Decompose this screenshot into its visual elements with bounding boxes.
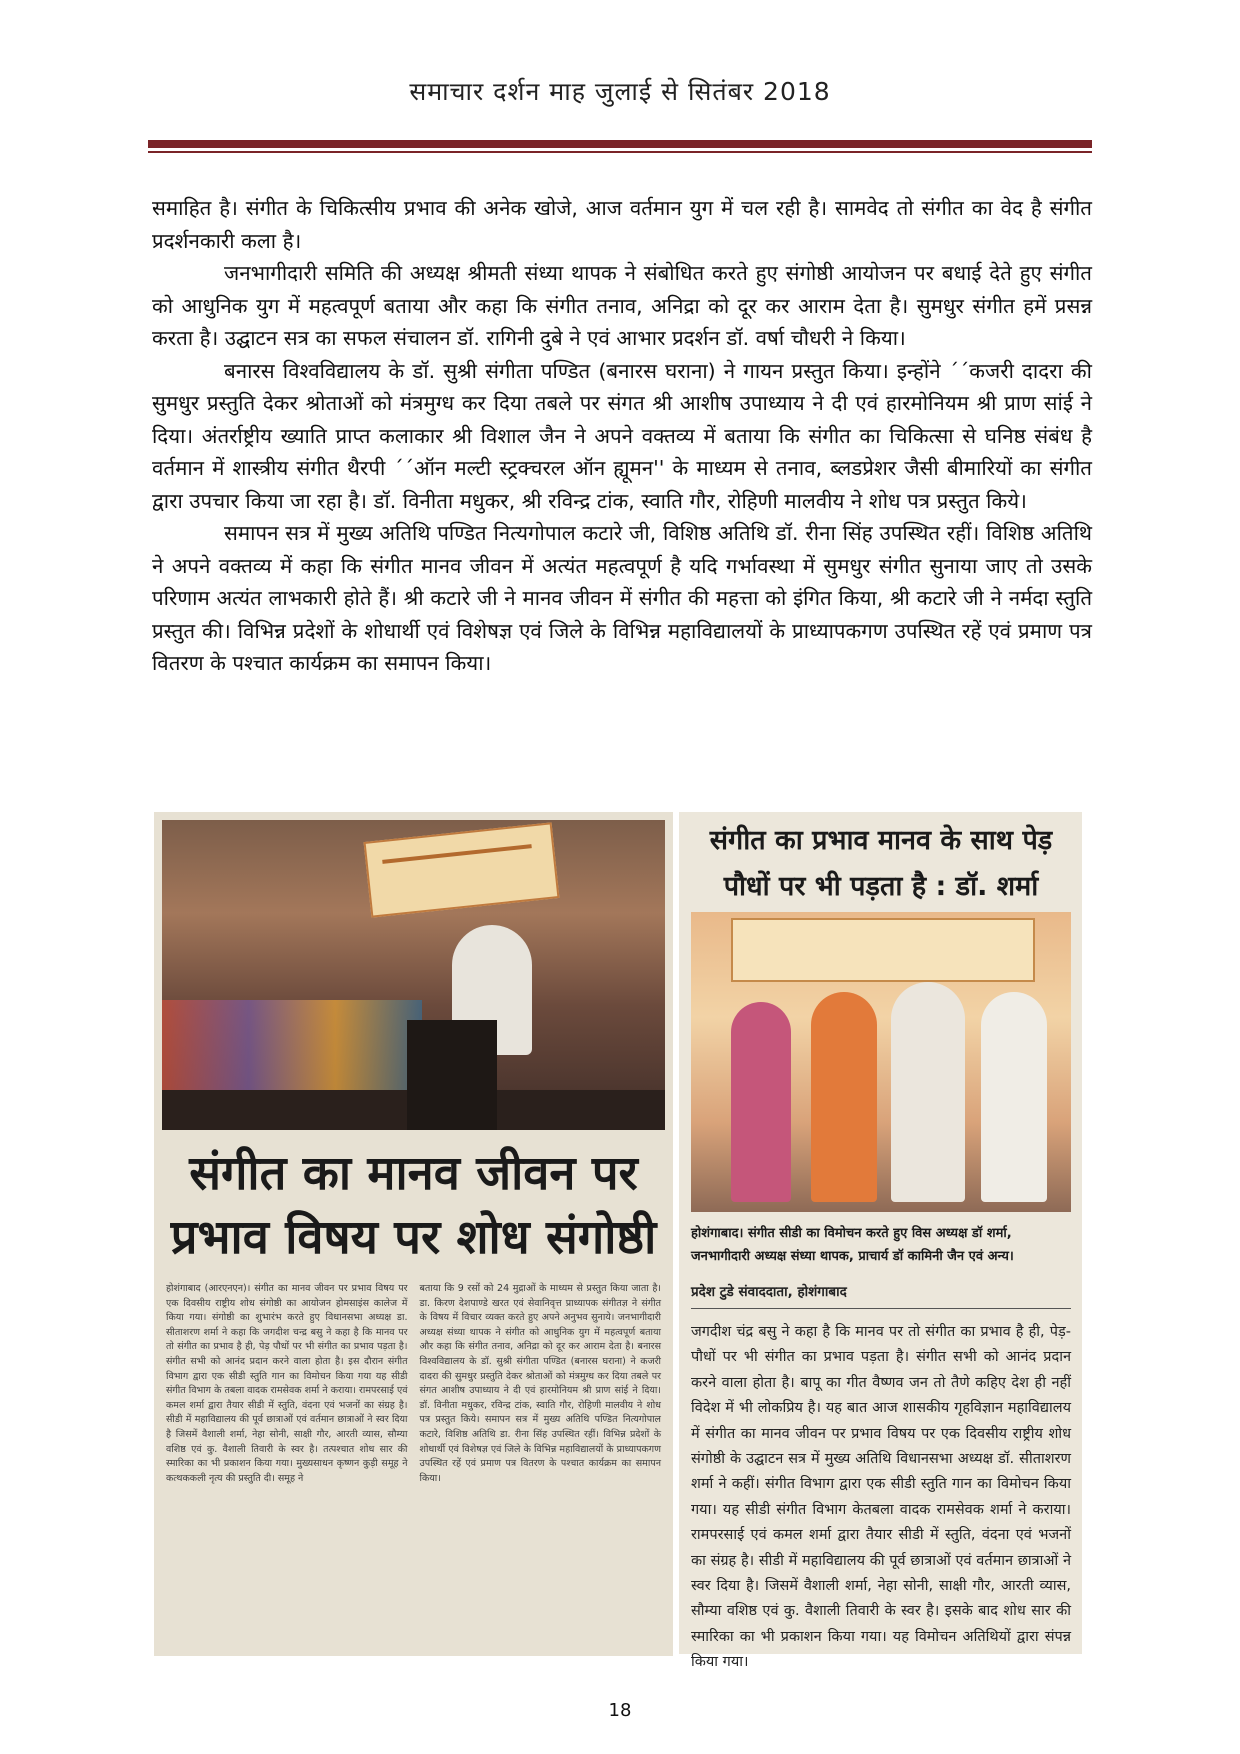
clipping-2-divider [691, 1308, 1071, 1309]
clipping-1-photo [162, 820, 665, 1130]
page-header-title: समाचार दर्शन माह जुलाई से सितंबर 2018 [409, 77, 831, 106]
person-figure [811, 992, 877, 1202]
clipping-1-columns [166, 1282, 661, 1642]
clipping-1-column-1: होशंगाबाद (आरएनएन)। संगीत का मानव जीवन पर प्रभाव विषय पर एक दिवसीय राष्ट्रीय शोध संगोष्ठी का आयोजन होमसाइंस कालेज में किया गया। संगोष्ठी का शुभारंभ करते हुए विधानसभा अध्यक्ष डा. सीताशरण शर्मा ने कहा कि जगदीश चन्द्र बसु ने कहा है कि मानव पर तो संगीत का प्रभाव है ही, पेड़ पौधों पर भी संगीत का प्रभाव पड़ता है। संगीत सभी को आनंद प्रदान करने वाला होता है। इस दौरान संगीत विभाग द्वारा एक सीडी स्तुति गान का विमोचन किया गया यह सीडी संगीत विभाग के तबला वादक रामसेवक शर्मा ने कराया। रामपरसाई एवं कमल शर्मा द्वारा तैयार सीडी में स्तुति, वंदना एवं भजनों का संग्रह है। सीडी में महाविद्यालय की पूर्व छात्राओं एवं वर्तमान छात्राओं ने स्वर दिया है जिसमें वैशाली शर्मा, नेहा सोनी, साक्षी गौर, आरती व्यास, सौम्या वशिष्ठ एवं कु. वैशाली तिवारी के स्वर है। तत्पश्चात शोध सार की स्मारिका का भी प्रकाशन किया गया। मुख्यसाधन कृष्णन कुड़ी समूह ने कत्थककली नृत्य की प्रस्तुति दी। समूह ने [166, 1283, 408, 1484]
clipping-2-byline: प्रदेश टुडे संवाददाता, होशंगाबाद [691, 1284, 847, 1300]
paragraph-2: जनभागीदारी समिति की अध्यक्ष श्रीमती संध्या थापक ने संबोधित करते हुए संगोष्ठी आयोजन पर बधाई देते हुए संगीत को आधुनिक युग में महत्वपूर्ण बताया और कहा कि संगीत तनाव, अनिद्रा को दूर कर आराम देता है। सुमधुर संगीत हमें प्रसन्न करता है। उद्घाटन सत्र का सफल संचालन डॉ. रागिनी दुबे ने एवं आभार प्रदर्शन डॉ. वर्षा चौधरी ने किया। [152, 261, 1092, 350]
header-rule-thin [148, 151, 1092, 153]
podium [407, 1020, 497, 1130]
clipping-2-headline: संगीत का प्रभाव मानव के साथ पेड़ पौधों पर भी पड़ता है : डॉ. शर्मा [709, 825, 1053, 902]
person-figure [731, 1002, 791, 1202]
paragraph-3: बनारस विश्वविद्यालय के डॉ. सुश्री संगीता पण्डित (बनारस घराना) ने गायन प्रस्तुत किया। इन्होंने ´´कजरी दादरा की सुमधुर प्रस्तुति देकर श्रोताओं को मंत्रमुग्ध कर दिया तबले पर संगत श्री आशीष उपाध्याय ने दी एवं हारमोनियम श्री प्राण सांई ने दिया। अंतर्राष्ट्रीय ख्याति प्राप्त कलाकार श्री विशाल जैन ने अपने वक्तव्य में बताया कि संगीत का चिकित्सा से घनिष्ठ संबंध है वर्तमान में शास्त्रीय संगीत थैरपी ´´ऑन मल्टी स्ट्रक्चरल ऑन ह्यूमन'' के माध्यम से तनाव, ब्लडप्रेशर जैसी बीमारियों का संगीत द्वारा उपचार किया जा रहा है। डॉ. विनीता मधुकर, श्री रविन्द्र टांक, स्वाति गौर, रोहिणी मालवीय ने शोध पत्र प्रस्तुत किये। [152, 358, 1092, 513]
header-rule-thick [148, 140, 1092, 148]
event-banner [364, 822, 560, 917]
body-text [152, 192, 1092, 680]
clipping-2-caption: होशंगाबाद। संगीत सीडी का विमोचन करते हुए विस अध्यक्ष डॉ शर्मा, जनभागीदारी अध्यक्ष संध्या थापक, प्राचार्य डॉ कामिनी जैन एवं अन्य। [691, 1226, 1014, 1264]
paragraph-1: समाहित है। संगीत के चिकित्सीय प्रभाव की अनेक खोजे, आज वर्तमान युग में चल रही है। सामवेद तो संगीत का वेद है संगीत प्रदर्शनकारी कला है। [152, 196, 1092, 253]
clipping-2-article: जगदीश चंद्र बसु ने कहा है कि मानव पर तो संगीत का प्रभाव है ही, पेड़-पौधों पर भी संगीत का प्रभाव पड़ता है। संगीत सभी को आनंद प्रदान करने वाला होता है। बापू का गीत वैष्णव जन तो तैणे कहिए देश ही नहीं विदेश में भी लोकप्रिय है। यह बात आज शासकीय गृहविज्ञान महाविद्यालय में संगीत का मानव जीवन पर प्रभाव विषय पर एक दिवसीय राष्ट्रीय शोध संगोष्ठी के उद्घाटन सत्र में मुख्य अतिथि विधानसभा अध्यक्ष डॉ. सीताशरण शर्मा ने कहीं। संगीत विभाग द्वारा एक सीडी स्तुति गान का विमोचन किया गया। यह सीडी संगीत विभाग केतबला वादक रामसेवक शर्मा ने कराया। रामपरसाई एवं कमल शर्मा द्वारा तैयार सीडी में स्तुति, वंदना एवं भजनों का संग्रह है। सीडी में महाविद्यालय की पूर्व छात्राओं एवं वर्तमान छात्राओं ने स्वर दिया है। जिसमें वैशाली शर्मा, नेहा सोनी, साक्षी गौर, आरती व्यास, सौम्या वशिष्ठ एवं कु. वैशाली तिवारी के स्वर है। इसके बाद शोध सार की स्मारिका का भी प्रकाशन किया गया। यह विमोचन अतिथियों द्वारा संपन्न किया गया। [691, 1324, 1071, 1671]
person-figure [981, 992, 1047, 1202]
paragraph-4: समापन सत्र में मुख्य अतिथि पण्डित नित्यगोपाल कटारे जी, विशिष्ठ अतिथि डॉ. रीना सिंह उपस्थित रहीं। विशिष्ठ अतिथि ने अपने वक्तव्य में कहा कि संगीत मानव जीवन में अत्यंत महत्वपूर्ण है यदि गर्भावस्था में सुमधुर संगीत सुनाया जाए तो उसके परिणाम अत्यंत लाभकारी होते हैं। श्री कटारे जी ने मानव जीवन में संगीत की महत्ता को इंगित किया, श्री कटारे जी ने नर्मदा स्तुति प्रस्तुत की। विभिन्न प्रदेशों के शोधार्थी एवं विशेषज्ञ एवं जिले के विभिन्न महाविद्यालयों के प्राध्यापकगण उपस्थित रहें एवं प्रमाण पत्र वितरण के पश्चात कार्यक्रम का समापन किया। [152, 521, 1092, 675]
newspaper-clipping-1 [154, 812, 673, 1656]
clipping-1-column-2: बताया कि 9 रसों को 24 मुद्राओं के माध्यम से प्रस्तुत किया जाता है। डा. किरण देशपाण्डे खरत एवं सेवानिवृत्त प्राध्यापक संगीतज्ञ ने संगीत के विषय में विचार व्यक्त करते हुए अपने अनुभव सुनाये। जनभागीदारी अध्यक्ष संध्या थापक ने संगीत को आधुनिक युग में महत्वपूर्ण बताया और कहा कि संगीत तनाव, अनिद्रा को दूर कर आराम देता है। बनारस विश्वविद्यालय के डॉ. सुश्री संगीता पण्डित (बनारस घराना) ने कजरी दादरा की सुमधुर प्रस्तुति देकर श्रोताओं को मंत्रमुग्ध कर दिया तबले पर संगत आशीष उपाध्याय ने दी एवं हारमोनियम श्री प्राण सांई ने दिया। डॉ. विनीता मधुकर, रविन्द्र टांक, स्वाति गौर, रोहिणी मालवीय ने शोध पत्र प्रस्तुत किये। समापन सत्र में मुख्य अतिथि पण्डित नित्यगोपाल कटारे, विशिष्ठ अतिथि डा. रीना सिंह उपस्थित रहीं। विभिन्न प्रदेशों के शोधार्थी एवं विशेषज्ञ एवं जिले के विभिन्न महाविद्यालयों के प्राध्यापकगण उपस्थित रहें एवं प्रमाण पत्र वितरण के पश्चात कार्यक्रम का समापन किया। [419, 1283, 661, 1484]
event-banner [731, 918, 1035, 982]
clipping-1-headline: संगीत का मानव जीवन पर प्रभाव विषय पर शोध संगोष्ठी [170, 1146, 657, 1265]
newspaper-clipping-2 [679, 812, 1082, 1671]
page-number: 18 [608, 1700, 632, 1721]
clipping-2-photo [691, 912, 1071, 1212]
person-figure [891, 982, 965, 1202]
